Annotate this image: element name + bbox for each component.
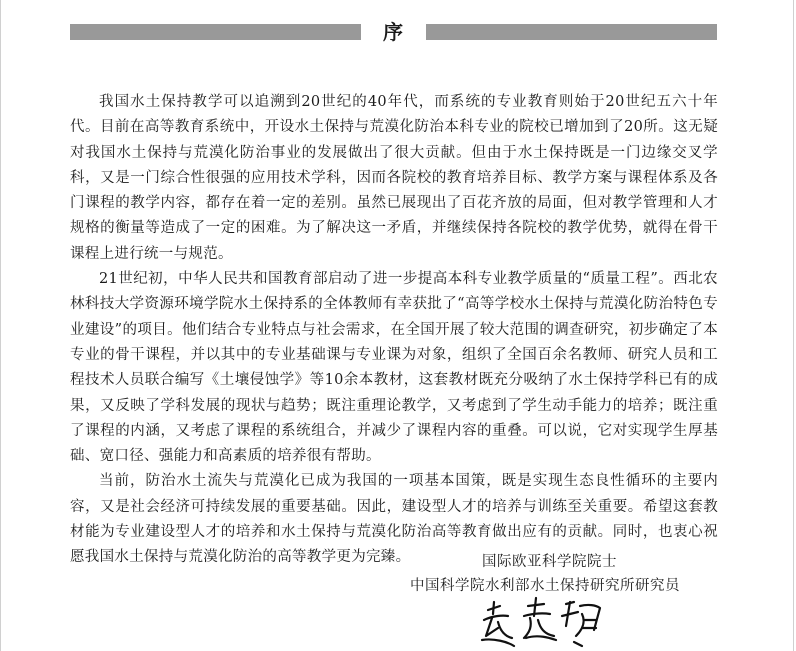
paragraph-2: 21世纪初，中华人民共和国教育部启动了进一步提高本科专业教学质量的“质量工程”。西北农林科技大学资源环境学院水土保持系的全体教师有幸获批了“高等学校水土保持与荒漠化防治特色专业建设”的项目。他们结合专业特点与社会需求，在全国开展了较大范围的调查研究，初步确定了本专业的骨干课程，并以其中的专业基础课与专业课为对象，组织了全国百余名教师、研究人员和工程技术人员联合编写《土壤侵蚀学》等10余本教材，这套教材既充分吸纳了水土保持学科已有的成果，又反映了学科发展的现状与趋势；既注重理论教学，又考虑到了学生动手能力的培养；既注重了课程的内涵，又考虑了课程的系统组合，并减少了课程内容的重叠。可以说，它对实现学生厚基础、宽口径、强能力和高素质的培养很有帮助。 — [70, 271, 718, 465]
page-title: 序 — [383, 20, 404, 44]
author-affiliation: 中国科学院水利部水土保持研究所研究员 — [410, 578, 680, 594]
author-title: 国际欧亚科学院院士 — [482, 554, 617, 570]
paragraph-1: 我国水土保持教学可以追溯到20世纪的40年代，而系统的专业教育则始于20世纪五六十年代。目前在高等教育系统中，开设水土保持与荒漠化防治本科专业的院校已增加到了20所。这无疑对我国水土保持与荒漠化防治事业的发展做出了很大贡献。但由于水土保持既是一门边缘交叉学科，又是一门综合性很强的应用技术学科，因而各院校的教育培养目标、教学方案与课程体系及各门课程的教学内容，都存在着一定的差别。虽然已展现出了百花齐放的局面，但对教学管理和人才规格的衡量等造成了一定的困难。为了解决这一矛盾，并继续保持各院校的教学优势，就得在骨干课程上进行统一与规范。 — [70, 94, 718, 262]
preface-body — [70, 90, 718, 571]
handwritten-signature — [478, 596, 608, 651]
title-decor-bar-left — [70, 24, 361, 40]
paragraph-3: 当前，防治水土流失与荒漠化已成为我国的一项基本国策，既是实现生态良性循环的主要内容，又是社会经济可持续发展的重要基础。因此，建设型人才的培养与训练至关重要。希望这套教材能为专业建设型人才的培养和水土保持与荒漠化防治高等教育做出应有的贡献。同时，也衷心祝愿我国水土保持与荒漠化防治的高等教学更为完臻。 — [70, 473, 718, 566]
title-decor-bar-right — [426, 24, 717, 40]
